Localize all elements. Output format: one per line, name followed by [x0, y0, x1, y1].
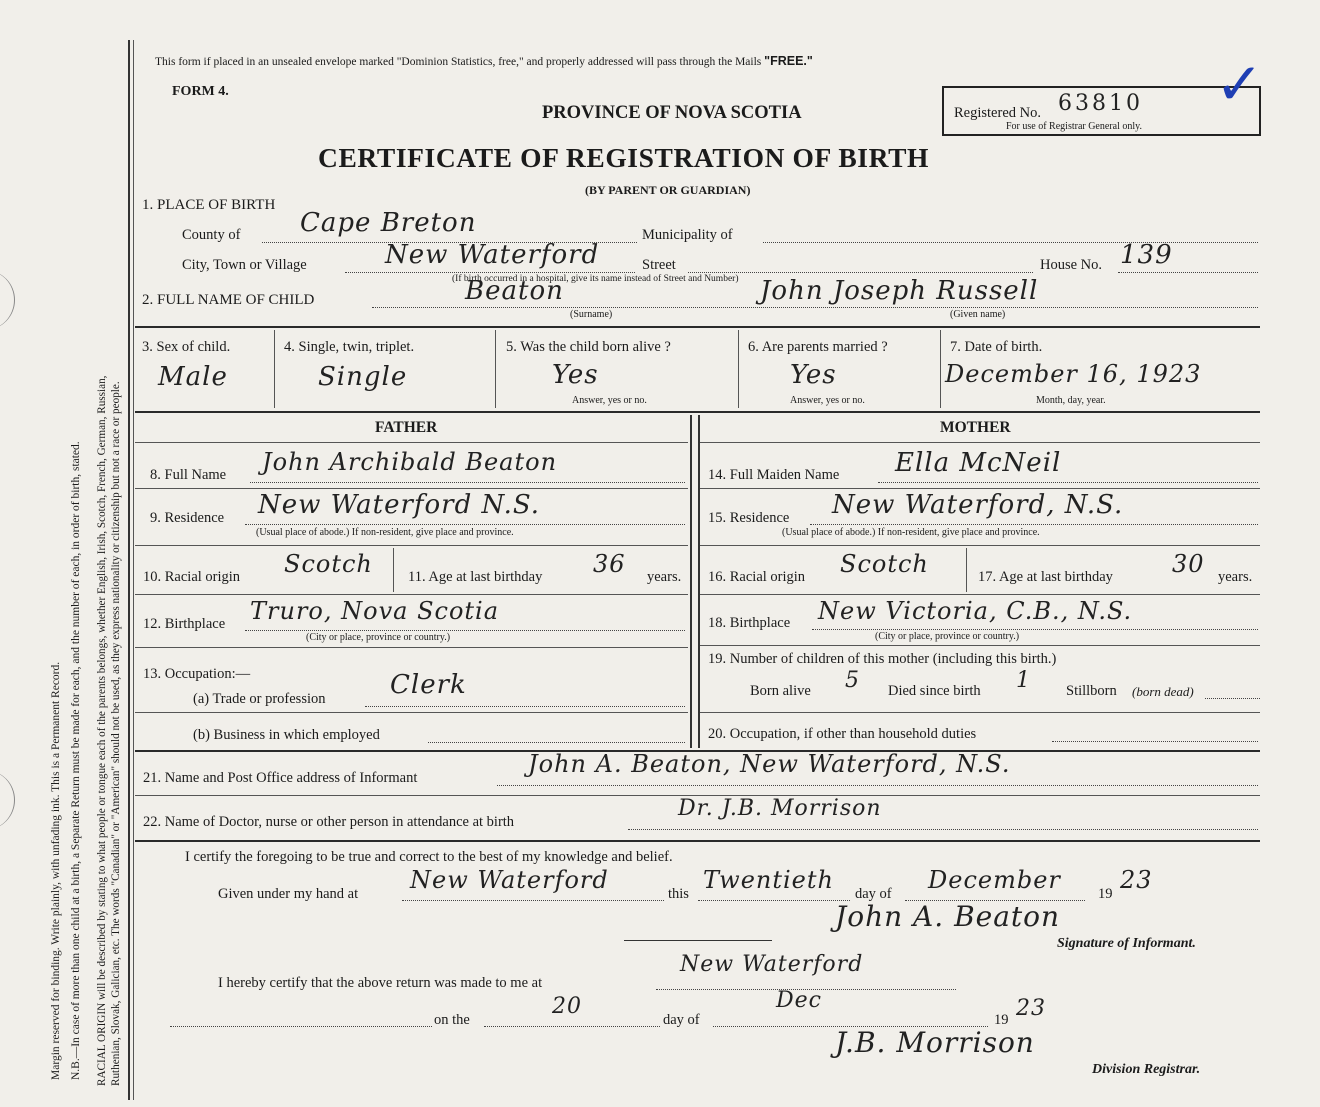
house-label: House No. [1040, 257, 1103, 273]
mother-children-label: 19. Number of children of this mother (including this birth.) [708, 651, 1057, 667]
child-col-divider-1 [274, 330, 275, 408]
married-label: 6. Are parents married ? [748, 339, 888, 355]
child-given-name: John Joseph Russell [760, 276, 1039, 306]
year-value: 23 [1120, 866, 1153, 894]
registered-label: Registered No. [954, 105, 1041, 121]
father-birthplace-label: 12. Birthplace [143, 616, 226, 632]
mother-residence-caption: (Usual place of abode.) If non-resident, give place and province. [782, 527, 1040, 538]
attendant-label: 22. Name of Doctor, nurse or other person in attendance at birth [143, 814, 515, 830]
mother-racial-divider [966, 548, 967, 592]
father-age-suffix: years. [647, 569, 682, 585]
surname-caption: (Surname) [570, 309, 613, 320]
father-trade-label: (a) Trade or profession [193, 691, 326, 707]
registrar-month-value: Dec [776, 988, 822, 1013]
province-title: PROVINCE OF NOVA SCOTIA [542, 103, 802, 123]
day-of-label: day of [855, 886, 892, 902]
father-residence-label: 9. Residence [150, 510, 225, 526]
registrar-day-value: 20 [552, 994, 582, 1019]
attendant-line [628, 829, 1258, 830]
mother-age-suffix: years. [1218, 569, 1253, 585]
registrar-day-line [484, 1026, 660, 1027]
mother-birthplace-caption: (City or place, province or country.) [875, 631, 1020, 642]
father-residence-value: New Waterford N.S. [258, 490, 540, 520]
father-age-label: 11. Age at last birthday [408, 569, 543, 585]
mother-birthplace-line [812, 629, 1258, 630]
mother-residence-line [810, 524, 1258, 525]
mother-name-value: Ella McNeil [895, 448, 1062, 478]
mother-residence-value: New Waterford, N.S. [832, 490, 1124, 520]
registrar-year-value: 23 [1016, 996, 1046, 1021]
divider-top-child-info [135, 326, 1260, 328]
father-racial-label: 10. Racial origin [143, 569, 241, 585]
binding-margin-line [128, 40, 130, 1100]
mother-heading: MOTHER [940, 419, 1011, 436]
municipality-line [763, 242, 1258, 243]
house-line [1118, 272, 1258, 273]
dob-caption: Month, day, year. [1036, 395, 1106, 406]
registrar-signature-label: Division Registrar. [1092, 1062, 1201, 1077]
registrar-day-of-label: day of [663, 1012, 700, 1028]
place-of-birth-label: 1. PLACE OF BIRTH [142, 197, 276, 213]
father-business-label: (b) Business in which employed [193, 727, 380, 743]
registrar-year-prefix: 19 [994, 1012, 1009, 1028]
check-mark-icon: ✓ [1215, 50, 1264, 118]
father-trade-line [365, 706, 685, 707]
married-caption: Answer, yes or no. [790, 395, 865, 406]
mother-age-label: 17. Age at last birthday [978, 569, 1113, 585]
married-value: Yes [790, 360, 837, 390]
stillborn-label: Stillborn [1066, 683, 1117, 699]
father-row-line-2 [135, 545, 688, 546]
mother-occupation-label: 20. Occupation, if other than household duties [708, 726, 977, 742]
child-surname: Beaton [465, 276, 564, 306]
certificate-title: CERTIFICATE OF REGISTRATION OF BIRTH [318, 142, 930, 173]
divider-certification-top [135, 840, 1260, 842]
parents-divider-right [698, 415, 700, 748]
city-label: City, Town or Village [182, 257, 307, 273]
child-name-label: 2. FULL NAME OF CHILD [142, 292, 315, 308]
parents-divider-left [690, 415, 692, 748]
binding-hole-mark-2 [0, 770, 15, 830]
mail-note [155, 54, 813, 68]
child-col-divider-4 [940, 330, 941, 408]
mother-row-line-1 [700, 488, 1260, 489]
county-value: Cape Breton [300, 208, 477, 238]
father-racial-value: Scotch [284, 550, 373, 578]
hospital-note: (If birth occurred in a hospital, give its name instead of Street and Number) [452, 274, 739, 284]
stillborn-note: (born dead) [1132, 684, 1194, 699]
mother-racial-value: Scotch [840, 550, 929, 578]
given-place-line [402, 900, 664, 901]
return-place-value: New Waterford [680, 952, 864, 977]
sex-label: 3. Sex of child. [142, 339, 231, 355]
father-name-line [250, 482, 685, 483]
father-row-line-3 [135, 594, 688, 595]
registrar-leading-line [170, 1026, 432, 1027]
alive-label: 5. Was the child born alive ? [506, 339, 671, 355]
mother-row-line-3 [700, 594, 1260, 595]
child-name-line [372, 307, 1258, 308]
father-heading-line [135, 442, 688, 443]
mother-row-line-4 [700, 645, 1260, 646]
father-row-line-4 [135, 647, 688, 648]
year-prefix: 19 [1098, 886, 1113, 902]
informant-signature-label: Signature of Informant. [1057, 936, 1196, 951]
city-line [345, 272, 635, 273]
sex-value: Male [158, 362, 228, 392]
street-line [688, 272, 1033, 273]
street-label: Street [642, 257, 676, 273]
mother-birthplace-value: New Victoria, C.B., N.S. [818, 597, 1133, 625]
mother-row-line-5 [700, 712, 1260, 713]
nb-note: N.B.—In case of more than one child at a birth, a Separate Return must be made for each, and the number of each, in order of birth, stated. [70, 441, 82, 1080]
father-birthplace-line [245, 630, 685, 631]
mother-name-label: 14. Full Maiden Name [708, 467, 840, 483]
father-residence-caption: (Usual place of abode.) If non-resident, give place and province. [256, 527, 514, 538]
county-label: County of [182, 227, 241, 243]
mother-residence-label: 15. Residence [708, 510, 790, 526]
father-age-value: 36 [593, 550, 626, 578]
mother-name-line [878, 482, 1258, 483]
informant-value: John A. Beaton, New Waterford, N.S. [528, 750, 1011, 778]
plurality-label: 4. Single, twin, triplet. [284, 339, 415, 355]
father-birthplace-caption: (City or place, province or country.) [306, 632, 451, 643]
stub-line [624, 940, 772, 941]
father-row-line-1 [135, 488, 688, 489]
given-label: Given under my hand at [218, 886, 359, 902]
mother-racial-label: 16. Racial origin [708, 569, 806, 585]
on-the-label: on the [434, 1012, 470, 1028]
this-label: this [668, 886, 689, 902]
dob-value: December 16, 1923 [945, 360, 1202, 388]
died-value: 1 [1016, 668, 1031, 693]
attendant-value: Dr. J.B. Morrison [678, 796, 882, 821]
house-value: 139 [1120, 240, 1173, 270]
certify-text: I certify the foregoing to be true and correct to the best of my knowledge and belief. [185, 849, 673, 865]
municipality-label: Municipality of [642, 227, 733, 243]
alive-caption: Answer, yes or no. [572, 395, 647, 406]
month-value: December [928, 866, 1061, 894]
mother-birthplace-label: 18. Birthplace [708, 615, 791, 631]
mother-heading-line [700, 442, 1260, 443]
day-line [698, 900, 850, 901]
given-caption: (Given name) [950, 309, 1006, 320]
stillborn-line [1205, 698, 1260, 699]
binding-margin-line-2 [133, 40, 134, 1100]
father-trade-value: Clerk [390, 670, 467, 700]
child-col-divider-2 [495, 330, 496, 408]
born-alive-value: 5 [845, 668, 860, 693]
given-place-value: New Waterford [410, 866, 609, 894]
form-number: FORM 4. [172, 84, 229, 99]
born-alive-label: Born alive [750, 683, 811, 699]
divider-parents-top [135, 411, 1260, 413]
mail-note-free: "FREE." [764, 54, 813, 68]
mail-note-text: This form if placed in an unsealed envelope marked "Dominion Statistics, free," and properly addressed will pass through the Mails [155, 56, 765, 68]
father-racial-divider [393, 548, 394, 592]
father-birthplace-value: Truro, Nova Scotia [250, 597, 500, 625]
father-residence-line [245, 524, 685, 525]
informant-signature: John A. Beaton [835, 900, 1061, 933]
registrar-signature: J.B. Morrison [835, 1026, 1035, 1059]
registered-value: 63810 [1058, 91, 1143, 116]
child-col-divider-3 [738, 330, 739, 408]
died-label: Died since birth [888, 683, 981, 699]
mother-occupation-line [1052, 741, 1258, 742]
father-name-label: 8. Full Name [150, 467, 227, 483]
father-occupation-label: 13. Occupation:— [143, 666, 251, 682]
father-business-line [428, 742, 685, 743]
plurality-value: Single [318, 362, 408, 392]
racial-note-1: RACIAL ORIGIN will be described by stating to what people or tongue each of the parents belongs, whether English, Irish, Scotch, French, German, Russian, [96, 375, 108, 1086]
city-value: New Waterford [385, 240, 600, 270]
informant-label: 21. Name and Post Office address of Informant [143, 770, 418, 786]
margin-note: Margin reserved for binding. Write plainly, with unfading ink. This is a Permanent Record. [50, 661, 62, 1080]
registrar-note: For use of Registrar General only. [1006, 121, 1142, 132]
binding-hole-mark-1 [0, 270, 15, 330]
certificate-subtitle: (BY PARENT OR GUARDIAN) [585, 183, 751, 197]
informant-line [497, 785, 1258, 786]
alive-value: Yes [552, 360, 599, 390]
father-name-value: John Archibald Beaton [262, 448, 558, 476]
mother-row-line-2 [700, 545, 1260, 546]
mother-age-value: 30 [1172, 550, 1205, 578]
dob-label: 7. Date of birth. [950, 339, 1043, 355]
registration-box [942, 86, 1261, 136]
return-text: I hereby certify that the above return was made to me at [218, 975, 543, 991]
racial-note-2: Ruthenian, Slovak, Galician, etc. The words "Canadian" or "American" should not be used, as they express nationality or citizenship but not a race or people. [110, 381, 122, 1086]
day-value: Twentieth [703, 866, 834, 894]
father-row-line-5 [135, 712, 688, 713]
father-heading: FATHER [375, 419, 438, 436]
